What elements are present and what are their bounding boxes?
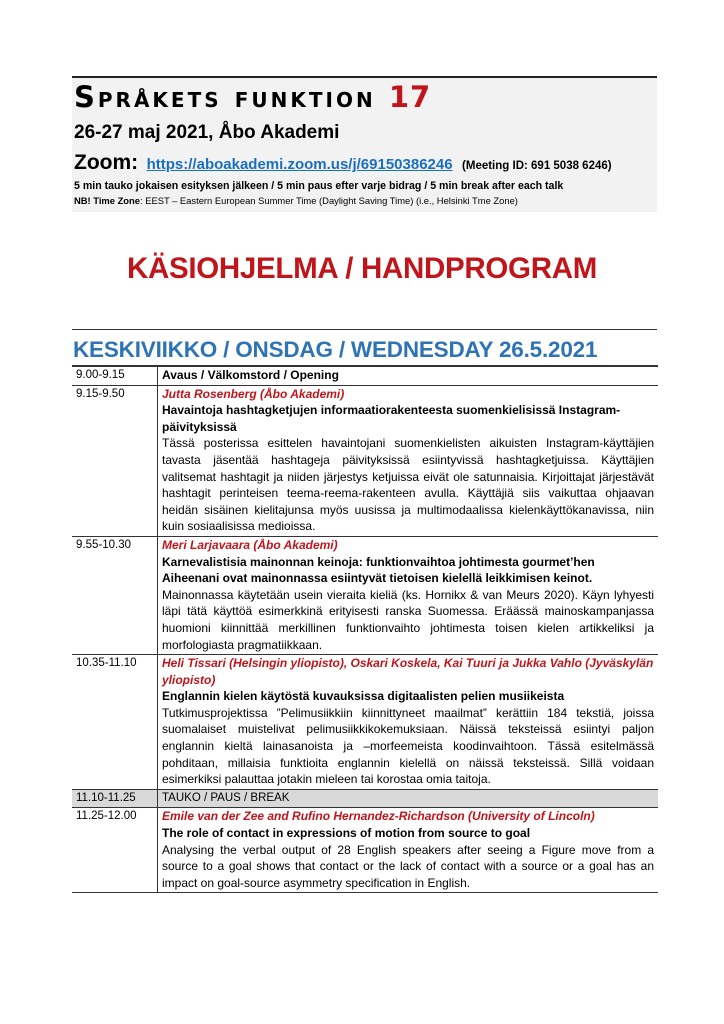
talk-abstract: Mainonnassa käytetään usein vieraita kieliä (ks. Hornikx & van Meurs 2020). Käyn lyhyesti läpi tätä käyttöä esimerkkinä erityisesti ranska Suomessa. Eräässä mainoskampanjassa huomioni kiinnittää merkillinen funktionvaihto johtimesta toisen kielen artikkeliksi ja morfologiasta pragmatiikkaan. (162, 587, 654, 652)
talk-title: Karnevalistisia mainonnan keinoja: funktionvaihtoa johtimesta gourmet’hen Aiheenani ovat mainonnassa esiintyvät tietoisen kielellä leikkimisen keinot. (162, 554, 595, 586)
break-note: 5 min tauko jokaisen esityksen jälkeen / 5 min paus efter varje bidrag / 5 min break after each talk (74, 180, 564, 192)
talk-abstract: Tässä posterissa esittelen havaintojani suomenkielisten aikuisten Instagram-käyttäjien tavasta jäsentää hashtageja päivityksissä esiintyvissä hashtagketjuissa. Käyttäjien valitsemat hashtagit ja niiden järjestys ketjuissa eivät ole satunnaisia. Kirjoittajat järjestävät hashtagit perinteisen teema-reema-rakenteen avulla. Käyttäjiä siis vaikuttaa ohjaavan heidän sisäinen kielitajunsa myös uusissa ja multimodaalissa kielenkäyttökanavissa, niin kuin sosiaalisissa medioissa. (162, 436, 654, 534)
time-slot: 10.35-11.10 (72, 655, 158, 790)
talk-title: The role of contact in expressions of motion from source to goal (162, 826, 531, 841)
timezone-note (74, 195, 518, 207)
day-divider (72, 329, 657, 330)
zoom-label: Zoom: (74, 151, 139, 174)
session-cell (158, 385, 659, 536)
conference-dates: 26-27 maj 2021, Åbo Akademi (74, 122, 340, 143)
conference-name: Språkets funktion (74, 80, 376, 114)
session-cell (158, 808, 659, 893)
conference-edition: 17 (388, 80, 432, 114)
program-title: KÄSIOHJELMA / HANDPROGRAM (127, 252, 597, 285)
zoom-link[interactable]: https://aboakademi.zoom.us/j/69150386246 (146, 156, 453, 173)
break-label: TAUKO / PAUS / BREAK (162, 791, 290, 804)
event-label: Avaus / Välkomstord / Opening (162, 368, 339, 382)
talk-abstract: Analysing the verbal output of 28 English speakers after seeing a Figure move from a source to a goal shows that contact or the lack of contact with a source or a goal has an impact on goal-source asymmetry specification in English. (162, 842, 654, 890)
speaker-name: Emile van der Zee and Rufino Hernandez-Richardson (University of Lincoln) (162, 809, 595, 824)
time-slot: 11.25-12.00 (72, 808, 158, 893)
timezone-text: : EEST – Eastern European Summer Time (Daylight Saving Time) (i.e., Helsinki Tme Zone) (139, 195, 518, 206)
timezone-label: NB! Time Zone (74, 195, 140, 206)
session-cell (158, 536, 659, 654)
time-slot: 9.55-10.30 (72, 536, 158, 654)
speaker-name: Jutta Rosenberg (Åbo Akademi) (162, 386, 345, 401)
schedule-table (72, 365, 658, 893)
schedule-row (72, 808, 658, 893)
break-row (72, 789, 658, 808)
day-heading: KESKIVIIKKO / ONSDAG / WEDNESDAY 26.5.2021 (73, 337, 598, 362)
speaker-name: Heli Tissari (Helsingin yliopisto), Oskari Koskela, Kai Tuuri ja Jukka Vahlo (Jyväskylän yliopisto) (162, 656, 654, 687)
schedule-row (72, 385, 658, 536)
session-cell (158, 366, 659, 385)
time-slot: 9.00-9.15 (72, 366, 158, 385)
talk-abstract: Tutkimusprojektissa ”Pelimusiikkiin kiinnittyneet maailmat” kerättiin 184 tekstiä, joissa suomalaiset muistelivat pelimusiikkikokemuksiaan. Näissä teksteissä esiintyi paljon englannin kieltä lainasanoista ja –morfeemeista koodinvaihtoon. Tässä esitelmässä pohditaan, millaisia funktioita englannin kielellä on näissä teksteissä. Sillä voidaan esimerkiksi palauttaa jotakin mieleen tai korostaa omia taitoja. (162, 705, 654, 787)
schedule-row (72, 536, 658, 654)
session-cell (158, 655, 659, 790)
zoom-line (74, 151, 612, 178)
speaker-name: Meri Larjavaara (Åbo Akademi) (162, 537, 338, 552)
meeting-id: (Meeting ID: 691 5038 6246) (462, 160, 612, 172)
talk-title: Englannin kielen käytöstä kuvauksissa digitaalisten pelien musiikeista (162, 689, 565, 704)
conference-title (74, 80, 431, 114)
time-slot: 11.10-11.25 (72, 789, 158, 808)
schedule-row (72, 366, 658, 385)
time-slot: 9.15-9.50 (72, 385, 158, 536)
talk-title: Havaintoja hashtagketjujen informaatiorakenteesta suomenkielisissä Instagram-päivityksissä (162, 403, 621, 434)
schedule-row (72, 655, 658, 790)
